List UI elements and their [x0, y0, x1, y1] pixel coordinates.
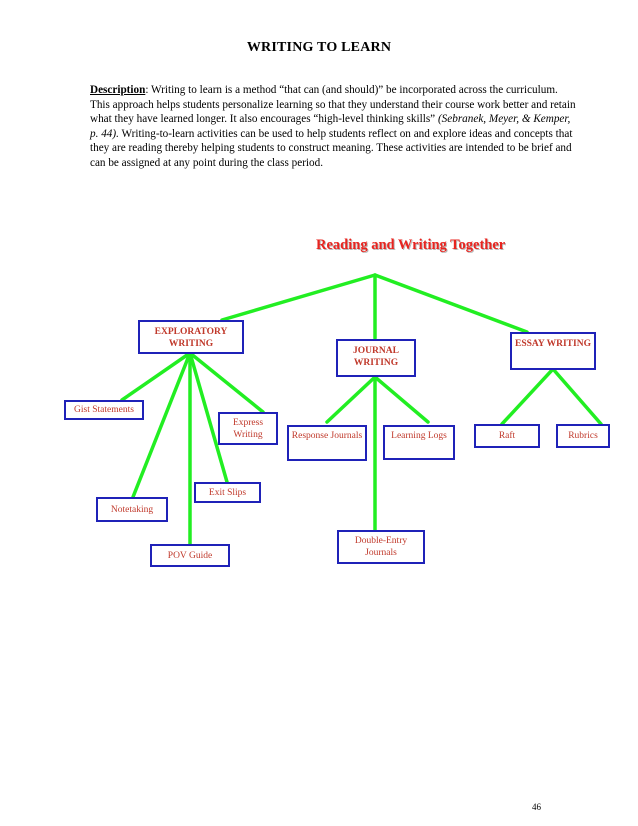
description-citation: (Sebranek, Meyer, & Kemper, p. 44). [90, 113, 571, 140]
item-double-entry-journals: Double-Entry Journals [337, 530, 425, 564]
category-journal-writing: JOURNAL WRITING [336, 339, 416, 377]
description-label: Description [90, 84, 146, 96]
item-learning-logs: Learning Logs [383, 425, 455, 460]
description-text-part-1: : Writing to learn is a method “that can (and should)” be incorporated across the curriculum. This approach helps students personalize learning so that they understand their course work better and retain what they have learned longer. It also encourages “high-level thinking skills” [90, 84, 576, 126]
item-express-writing: Express Writing [218, 412, 278, 445]
category-essay-writing: ESSAY WRITING [510, 332, 596, 370]
item-pov-guide: POV Guide [150, 544, 230, 567]
item-response-journals: Response Journals [287, 425, 367, 461]
connector-essay-raft [502, 369, 553, 424]
category-exploratory-writing: EXPLORATORY WRITING [138, 320, 244, 354]
diagram-title: Reading and Writing Together [316, 237, 506, 253]
description-text-part-2: Writing-to-learn activities can be used to help students reflect on and explore ideas and concepts that they are reading thereby helping students to construct meaning. These activities are intended to be brief and can be assigned at any point during the class period. [90, 127, 573, 169]
item-notetaking: Notetaking [96, 497, 168, 522]
item-gist-statements: Gist Statements [64, 400, 144, 420]
item-raft: Raft [474, 424, 540, 448]
connector-root-exploratory [222, 275, 375, 320]
item-rubrics: Rubrics [556, 424, 610, 448]
connector-journal-learning [375, 377, 428, 422]
page-number: 46 [532, 802, 541, 812]
connector-root-essay [375, 275, 527, 332]
connector-essay-rubrics [553, 369, 601, 424]
connector-journal-response [327, 377, 375, 422]
connector-exploratory-express [190, 353, 263, 412]
item-exit-slips: Exit Slips [194, 482, 261, 503]
page-title: WRITING TO LEARN [246, 40, 392, 55]
